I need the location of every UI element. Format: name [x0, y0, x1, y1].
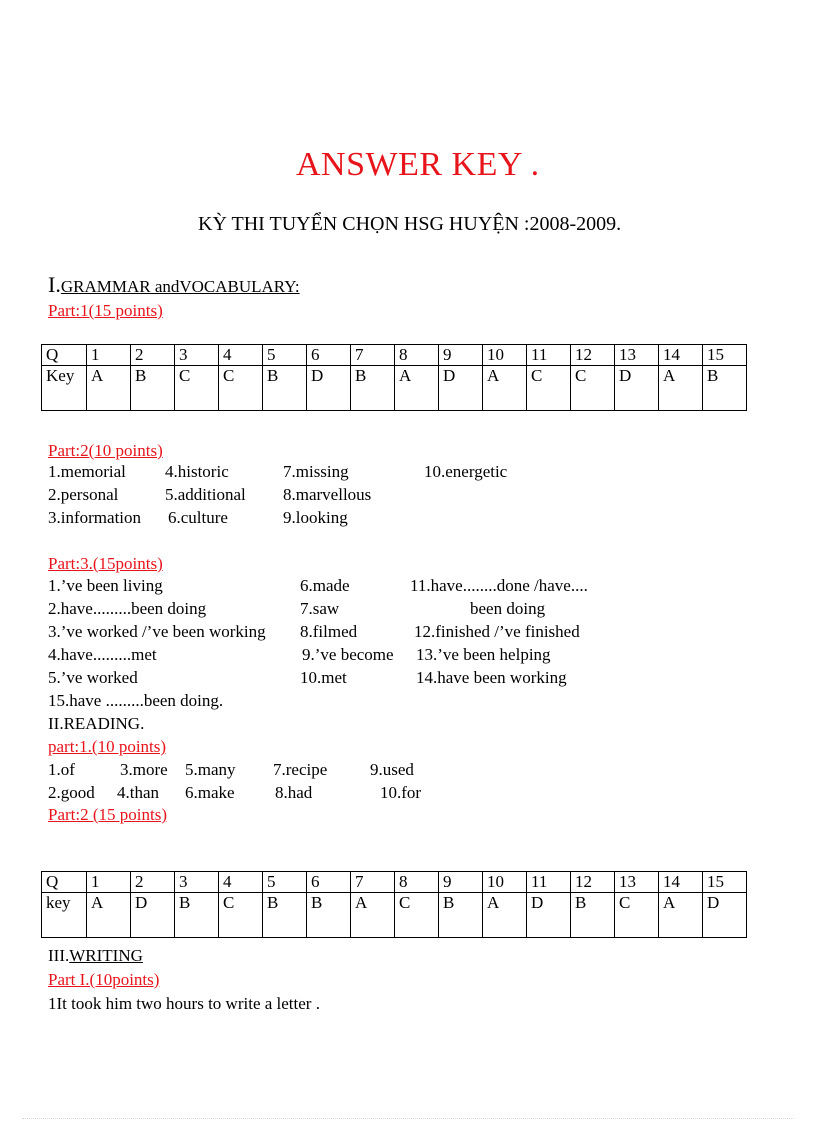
answer-cell: C	[571, 366, 615, 411]
answer-cell: A	[659, 366, 703, 411]
answer-cell: A	[483, 893, 527, 938]
answer-cell: B	[439, 893, 483, 938]
question-number-cell: 2	[131, 872, 175, 893]
section-roman: III.	[48, 946, 70, 965]
answer-cell: C	[219, 893, 263, 938]
question-number-cell: 3	[175, 872, 219, 893]
section-roman: I.	[48, 272, 61, 297]
key-label-cell: Key	[42, 366, 87, 411]
answer-item: been doing	[470, 599, 546, 618]
part3-last-line: 15.have .........been doing.	[48, 691, 224, 710]
answer-item: 14.have been working	[416, 668, 567, 687]
answer-cell: D	[703, 893, 747, 938]
answer-cell: A	[87, 366, 131, 411]
part2-heading: Part:2(10 points)	[48, 441, 163, 460]
question-number-cell: 8	[395, 872, 439, 893]
question-number-cell: 12	[571, 872, 615, 893]
section-label: WRITING	[69, 946, 143, 965]
answer-cell: C	[395, 893, 439, 938]
question-number-cell: 3	[175, 345, 219, 366]
answer-item: 8.marvellous	[283, 485, 372, 504]
section-writing-heading	[48, 946, 143, 966]
answer-cell: B	[351, 366, 395, 411]
question-number-cell: 4	[219, 872, 263, 893]
part1-answer-table	[41, 344, 747, 411]
answer-item: 4.historic	[165, 462, 229, 481]
answer-cell: B	[571, 893, 615, 938]
question-number-cell: 8	[395, 345, 439, 366]
answer-cell: D	[131, 893, 175, 938]
answer-item: 10.met	[300, 668, 347, 687]
answer-item: 2.have.........been doing	[48, 599, 207, 618]
answer-cell: B	[263, 893, 307, 938]
answer-item: 10.energetic	[424, 462, 508, 481]
answer-item: 7.recipe	[273, 760, 328, 779]
section-grammar-heading	[48, 272, 300, 298]
question-number-cell: 10	[483, 345, 527, 366]
question-number-cell: 1	[87, 345, 131, 366]
answer-item: 1.’ve been living	[48, 576, 163, 595]
answer-item: 11.have........done /have....	[410, 576, 588, 595]
question-number-cell: 13	[615, 345, 659, 366]
answer-cell: D	[615, 366, 659, 411]
answer-cell: A	[351, 893, 395, 938]
question-number-cell: 7	[351, 872, 395, 893]
page-subtitle: KỲ THI TUYỂN CHỌN HSG HUYỆN :2008-2009.	[198, 213, 622, 235]
answer-item: 7.saw	[300, 599, 340, 618]
answer-item: 8.filmed	[300, 622, 358, 641]
question-number-cell: 4	[219, 345, 263, 366]
answer-cell: C	[219, 366, 263, 411]
answer-cell: C	[527, 366, 571, 411]
answer-item: 5.additional	[165, 485, 246, 504]
answer-cell: B	[307, 893, 351, 938]
answer-cell: A	[395, 366, 439, 411]
answer-cell: B	[263, 366, 307, 411]
question-number-cell: 13	[615, 872, 659, 893]
answer-cell: D	[439, 366, 483, 411]
part1-heading: Part:1(15 points)	[48, 301, 163, 320]
answer-item: 6.culture	[168, 508, 228, 527]
answer-item: 9.used	[370, 760, 414, 779]
question-number-cell: 14	[659, 872, 703, 893]
answer-item: 8.had	[275, 783, 313, 802]
answer-item: 3.more	[120, 760, 168, 779]
answer-cell: D	[527, 893, 571, 938]
writing-answer-line: 1It took him two hours to write a letter .	[48, 994, 320, 1013]
answer-cell: B	[703, 366, 747, 411]
answer-item: 1.memorial	[48, 462, 126, 481]
question-number-cell: 10	[483, 872, 527, 893]
answer-cell: A	[483, 366, 527, 411]
question-number-cell: 6	[307, 872, 351, 893]
answer-item: 5.many	[185, 760, 236, 779]
answer-item: 7.missing	[283, 462, 349, 481]
question-number-cell: 5	[263, 872, 307, 893]
answer-cell: D	[307, 366, 351, 411]
answer-cell: A	[87, 893, 131, 938]
question-number-cell: 11	[527, 872, 571, 893]
writing-part1-heading: Part I.(10points)	[48, 970, 160, 989]
question-number-cell: 11	[527, 345, 571, 366]
answer-item: 5.’ve worked	[48, 668, 138, 687]
question-number-cell: 5	[263, 345, 307, 366]
reading-part2-answer-table	[41, 871, 747, 938]
answer-item: 2.good	[48, 783, 95, 802]
page-title: ANSWER KEY .	[296, 146, 540, 183]
answer-item: 4.have.........met	[48, 645, 157, 664]
answer-item: 4.than	[117, 783, 160, 802]
answer-item: 12.finished /’ve finished	[414, 622, 580, 641]
answer-cell: B	[131, 366, 175, 411]
question-number-cell: 9	[439, 345, 483, 366]
question-number-cell: 1	[87, 872, 131, 893]
reading-part2-heading: Part:2 (15 points)	[48, 805, 167, 824]
question-number-cell: 15	[703, 345, 747, 366]
answer-item: 6.made	[300, 576, 350, 595]
answer-item: 10.for	[380, 783, 422, 802]
question-number-cell: 2	[131, 345, 175, 366]
answer-cell: A	[659, 893, 703, 938]
answer-item: 13.’ve been helping	[416, 645, 551, 664]
answer-cell: C	[615, 893, 659, 938]
section-reading-heading: II.READING.	[48, 714, 145, 733]
answer-item: 9.’ve become	[302, 645, 394, 664]
question-number-cell: 6	[307, 345, 351, 366]
answer-cell: B	[175, 893, 219, 938]
answer-item: 3.’ve worked /’ve been working	[48, 622, 266, 641]
q-label-cell: Q	[42, 345, 87, 366]
question-number-cell: 7	[351, 345, 395, 366]
q-label-cell: Q	[42, 872, 87, 893]
question-number-cell: 14	[659, 345, 703, 366]
answer-item: 3.information	[48, 508, 142, 527]
section-label: GRAMMAR andVOCABULARY:	[60, 277, 300, 296]
page-bottom-divider	[22, 1118, 794, 1119]
answer-item: 2.personal	[48, 485, 119, 504]
question-number-cell: 15	[703, 872, 747, 893]
question-number-cell: 12	[571, 345, 615, 366]
question-number-cell: 9	[439, 872, 483, 893]
answer-cell: C	[175, 366, 219, 411]
reading-part1-heading: part:1.(10 points)	[48, 737, 167, 756]
answer-item: 1.of	[48, 760, 75, 779]
part3-heading: Part:3.(15points)	[48, 554, 163, 573]
key-label-cell: key	[42, 893, 87, 938]
answer-item: 6.make	[185, 783, 235, 802]
answer-item: 9.looking	[283, 508, 348, 527]
